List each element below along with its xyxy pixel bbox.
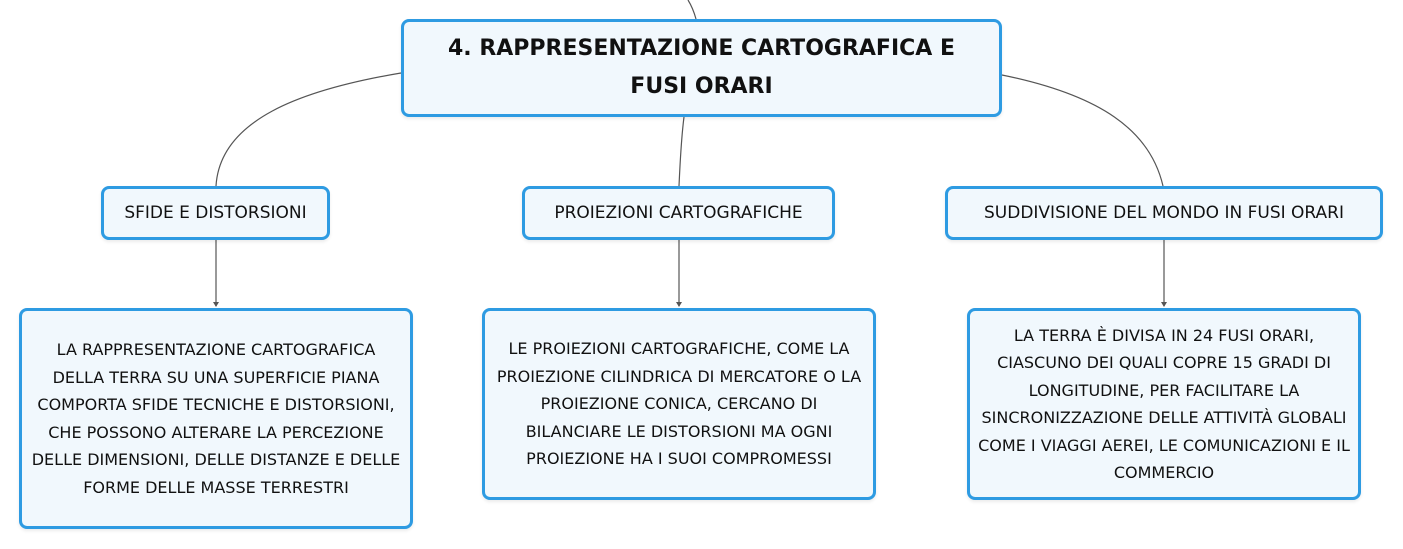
detail-text: LE PROIEZIONI CARTOGRAFICHE, COME LA PROIEZIONE CILINDRICA DI MERCATORE O LA PROIEZIONE CONICA, CERCANO DI BILANCIARE LE DISTORSIONI MA OGNI PROIEZIONE HA I SUOI COMPROMESSI xyxy=(496,339,862,469)
connector-root-to-proiezioni xyxy=(679,117,684,186)
arrowhead-fusi xyxy=(1161,302,1167,307)
topic-suddivisione-fusi-orari[interactable] xyxy=(945,186,1383,240)
root-topic-label: 4. RAPPRESENTAZIONE CARTOGRAFICA E FUSI ORARI xyxy=(448,36,955,99)
topic-proiezioni-cartografiche[interactable] xyxy=(522,186,835,240)
topic-label: PROIEZIONI CARTOGRAFICHE xyxy=(554,203,803,223)
root-topic[interactable] xyxy=(401,19,1002,117)
detail-suddivisione-fusi-orari[interactable] xyxy=(967,308,1361,500)
detail-text: LA TERRA È DIVISA IN 24 FUSI ORARI, CIASCUNO DEI QUALI COPRE 15 GRADI DI LONGITUDINE, PER FACILITARE LA SINCRONIZZAZIONE DELLE ATTIVITÀ GLOBALI COME I VIAGGI AEREI, LE COMUNICAZIONI E IL COMMERCIO xyxy=(978,325,1350,482)
connector-root-to-sfide xyxy=(216,73,401,186)
connector-root-to-fusi xyxy=(1002,75,1163,186)
detail-sfide-e-distorsioni[interactable] xyxy=(19,308,413,529)
topic-label: SFIDE E DISTORSIONI xyxy=(124,203,307,223)
arrowhead-proiezioni xyxy=(676,302,682,307)
connector-parent-to-root xyxy=(688,0,696,19)
detail-proiezioni-cartografiche[interactable] xyxy=(482,308,876,500)
arrowhead-sfide xyxy=(213,302,219,307)
topic-sfide-e-distorsioni[interactable] xyxy=(101,186,330,240)
detail-text: LA RAPPRESENTAZIONE CARTOGRAFICA DELLA TERRA SU UNA SUPERFICIE PIANA COMPORTA SFIDE TECNICHE E DISTORSIONI, CHE POSSONO ALTERARE LA PERCEZIONE DELLE DIMENSIONI, DELLE DISTANZE E DELLE FORME DELLE MASSE TERRESTRI xyxy=(31,340,401,497)
topic-label: SUDDIVISIONE DEL MONDO IN FUSI ORARI xyxy=(984,203,1344,223)
